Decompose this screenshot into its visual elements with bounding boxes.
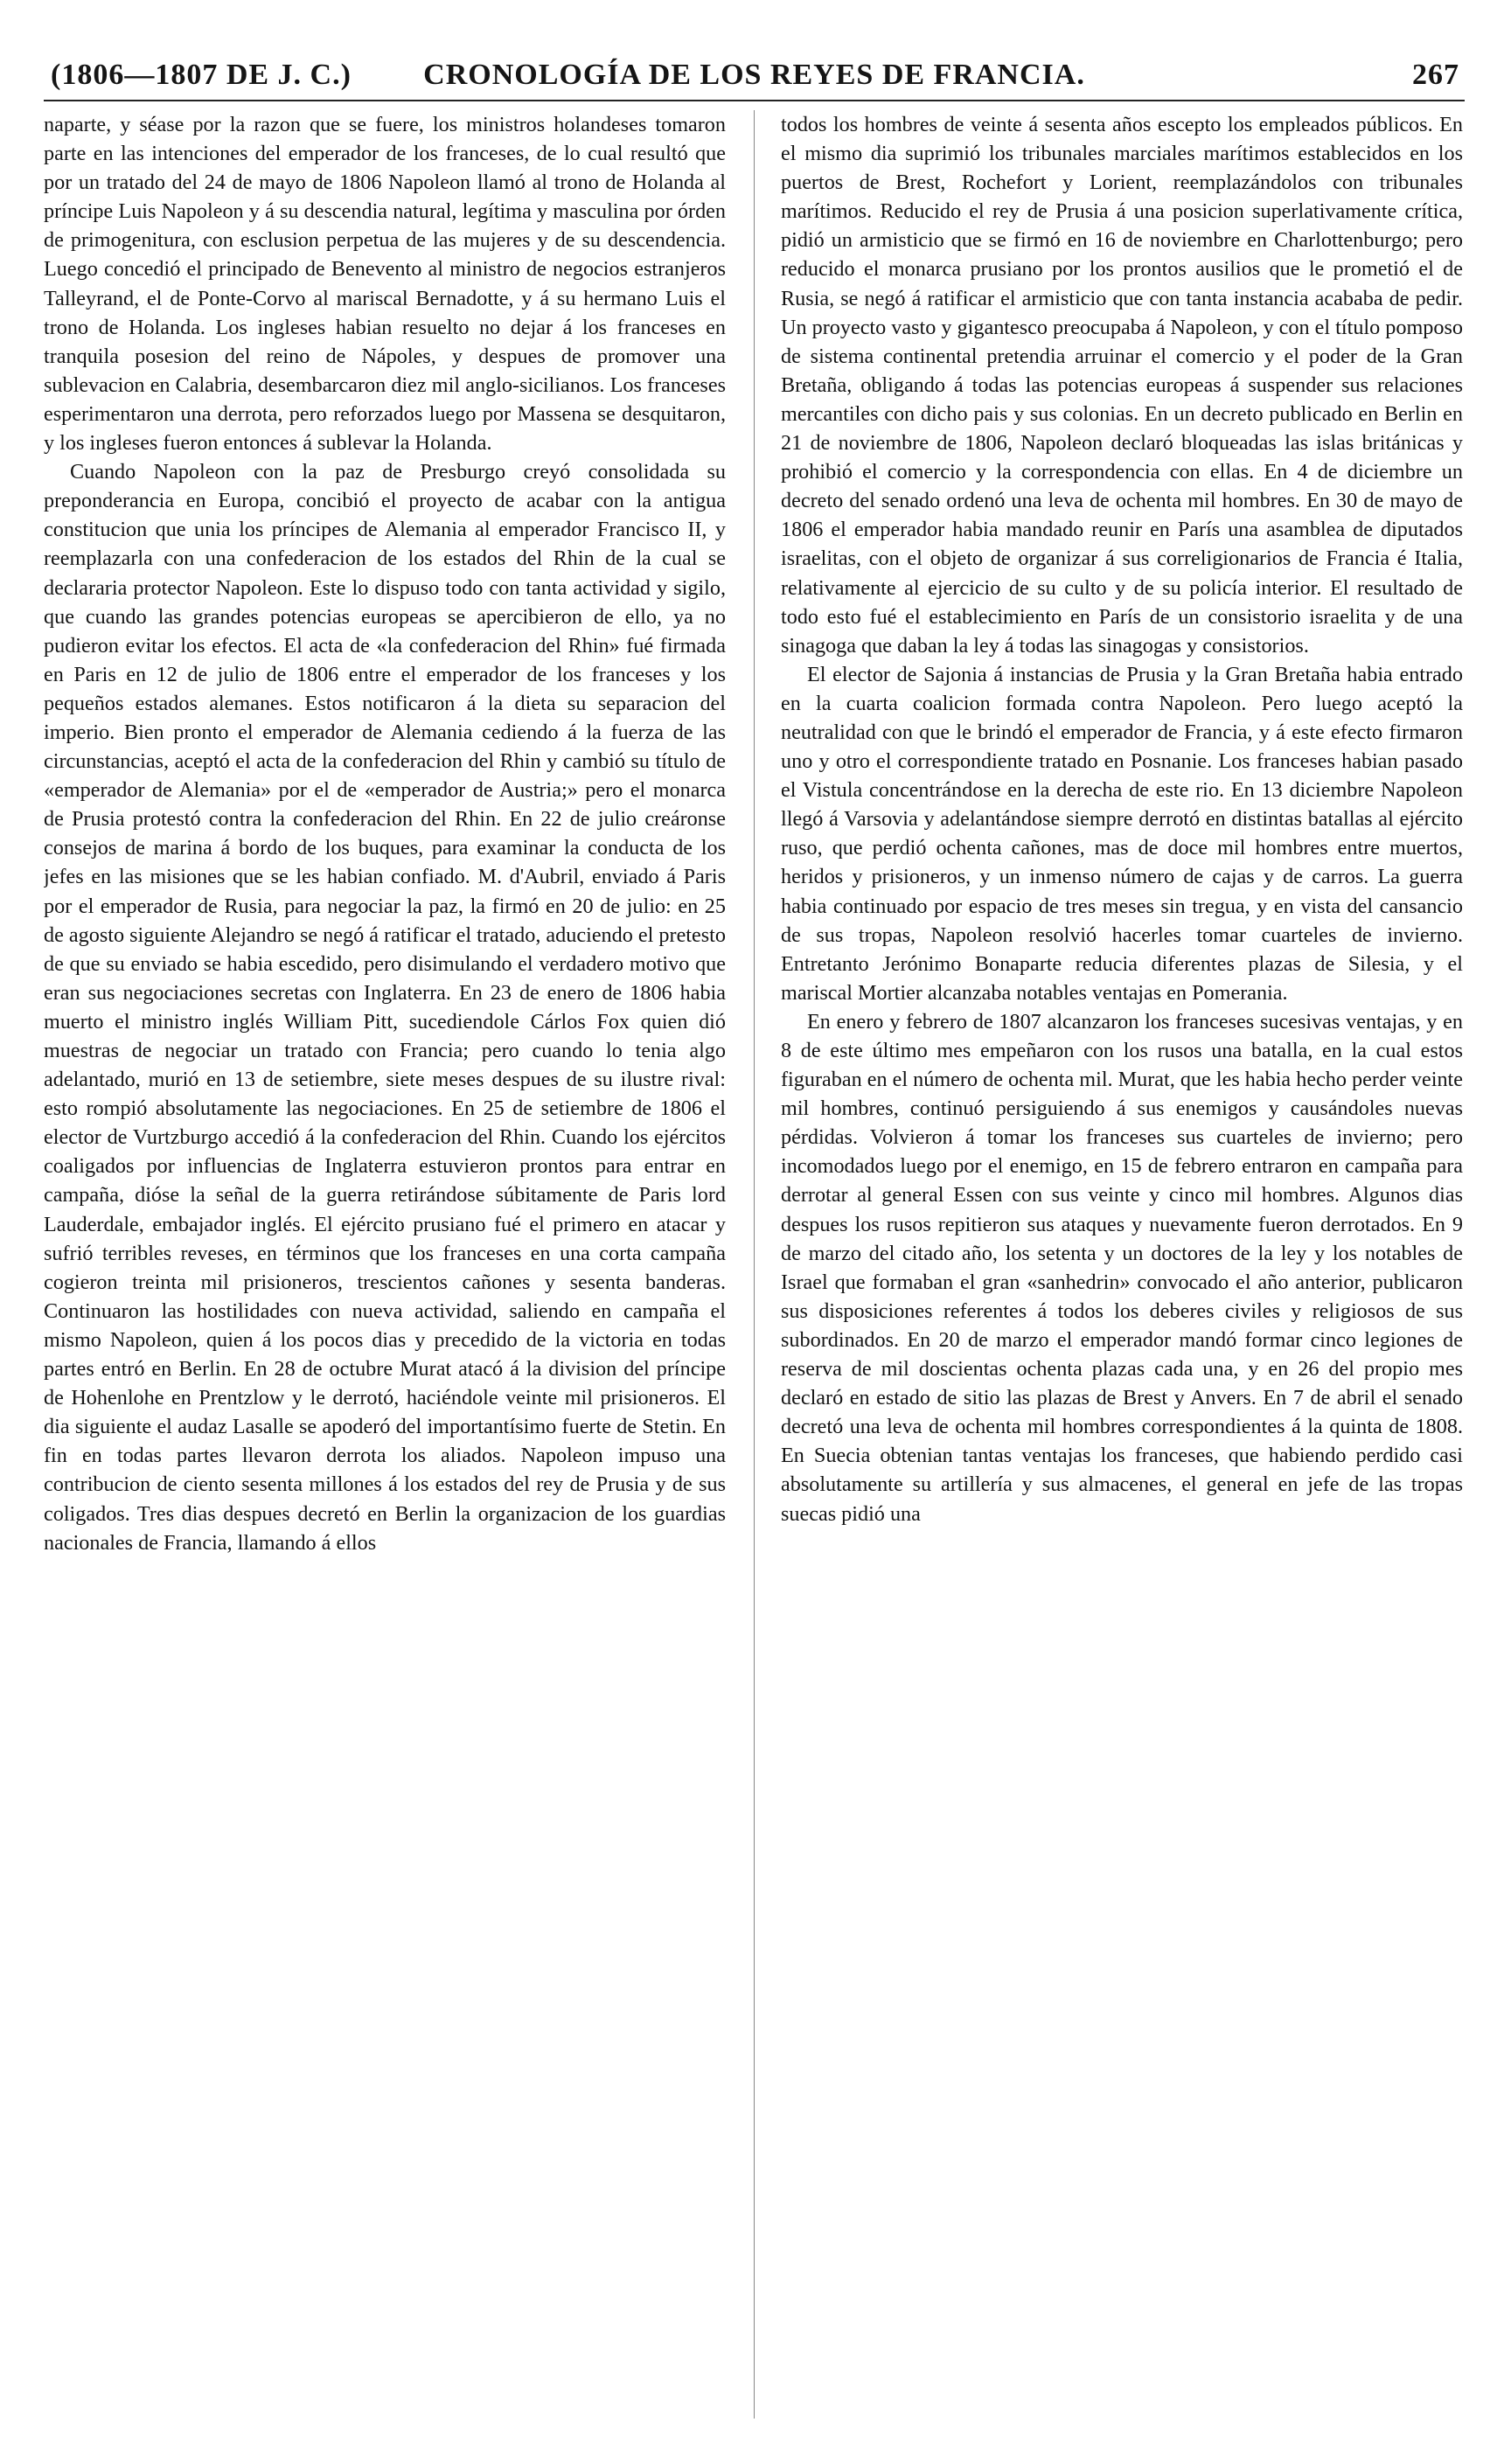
right-column: [781, 110, 1463, 2419]
text-columns: [44, 110, 1465, 2419]
left-column: [44, 110, 726, 2419]
page-number: 267: [1412, 59, 1459, 91]
right-paragraph-3: En enero y febrero de 1807 alcanzaron los franceses sucesivas ventajas, y en 8 de este último mes empeñaron con los rusos una batalla, en la cual estos figuraban en el número de ochenta mil. Murat, que les habia hecho perder veinte mil hombres, continuó persiguiendo á sus enemigos y causándoles nuevas pérdidas. Volvieron á tomar los franceses sus cuarteles de invierno; pero incomodados luego por el enemigo, en 15 de febrero entraron en campaña para derrotar al general Essen con sus veinte y cinco mil hombres. Algunos dias despues los rusos repitieron sus ataques y nuevamente fueron derrotados. En 9 de marzo del citado año, los setenta y un doctores de la ley y los notables de Israel que formaban el gran «sanhedrin» convocado el año anterior, publicaron sus disposiciones referentes á todos los deberes civiles y religiosos de sus subordinados. En 20 de marzo el emperador mandó formar cinco legiones de reserva de mil doscientas ochenta plazas cada una, y en 26 del propio mes declaró en estado de sitio las plazas de Brest y Anvers. En 7 de abril el senado decretó una leva de ochenta mil hombres correspondientes á la quinta de 1808. En Suecia obtenian tantas ventajas los franceses, que habiendo perdido casi absolutamente su artillería y sus almacenes, el general en jefe de las tropas suecas pidió una: [781, 1009, 1463, 1526]
right-paragraph-1: todos los hombres de veinte á sesenta años escepto los empleados públicos. En el mismo dia suprimió los tribunales marciales marítimos establecidos en los puertos de Brest, Rochefort y Lorient, reemplazándolos con tribunales marítimos. Reducido el rey de Prusia á una posicion superlativamente crítica, pidió un armisticio que se firmó en 16 de noviembre en Charlottenburgo; pero reducido el monarca prusiano por los prontos ausilios que le prometió el de Rusia, se negó á ratificar el armisticio que con tanta instancia acababa de pedir. Un proyecto vasto y gigantesco preocupaba á Napoleon, y con el título pomposo de sistema continental pretendia arruinar el comercio y el poder de la Gran Bretaña, obligando á todas las potencias europeas á suspender sus relaciones mercantiles con dicho pais y sus colonias. En un decreto publicado en Berlin en 21 de noviembre de 1806, Napoleon declaró bloqueadas las islas británicas y prohibió el comercio y la correspondencia con ellas. En 4 de diciembre un decreto del senado ordenó una leva de ochenta mil hombres. En 30 de mayo de 1806 el emperador habia mandado reunir en París una asamblea de diputados israelitas, con el objeto de organizar á sus correligionarios de Francia é Italia, relativamente al ejercicio de su culto y de su policía interior. El resultado de todo esto fué el establecimiento en París de un consistorio israelita y de una sinagoga que daban la ley á todas las sinagogas y consistorios.: [781, 113, 1463, 658]
right-paragraph-2: El elector de Sajonia á instancias de Prusia y la Gran Bretaña habia entrado en la cuarta coalicion formada contra Napoleon. Pero luego aceptó la neutralidad con que le brindó el emperador de Francia, y á este efecto firmaron uno y otro el correspondiente tratado en Posnanie. Los franceses habian pasado el Vistula concentrándose en la derecha de este rio. En 13 diciembre Napoleon llegó á Varsovia y adelantándose siempre derrotó en distintas batallas al ejército ruso, que perdió ochenta cañones, mas de doce mil hombres entre muertos, heridos y prisioneros, y un inmenso número de cajas y de carros. La guerra habia continuado por espacio de tres meses sin tregua, y en vista del cansancio de sus tropas, Napoleon resolvió hacerles tomar cuarteles de invierno. Entretanto Jerónimo Bonaparte reducia diferentes plazas de Silesia, y el mariscal Mortier alcanzaba notables ventajas en Pomerania.: [781, 662, 1463, 1005]
document-page: [44, 58, 1465, 2436]
left-paragraph-1: naparte, y séase por la razon que se fuere, los ministros holandeses tomaron parte en las intenciones del emperador de los franceses, de lo cual resultó que por un tratado del 24 de mayo de 1806 Napoleon llamó al trono de Holanda al príncipe Luis Napoleon y á su descendia natural, legítima y masculina por órden de primogenitura, con esclusion perpetua de las mujeres y de su descendencia. Luego concedió el principado de Benevento al ministro de negocios estranjeros Talleyrand, el de Ponte-Corvo al mariscal Bernadotte, y á su hermano Luis el trono de Holanda. Los ingleses habian resuelto no dejar á los franceses en tranquila posesion del reino de Nápoles, y despues de promover una sublevacion en Calabria, desembarcaron diez mil anglo-sicilianos. Los franceses esperimentaron una derrota, pero reforzados luego por Massena se desquitaron, y los ingleses fueron entonces á sublevar la Holanda.: [44, 113, 726, 456]
header-title: CRONOLOGÍA DE LOS REYES DE FRANCIA.: [423, 59, 1085, 91]
left-paragraph-2: Cuando Napoleon con la paz de Presburgo creyó consolidada su preponderancia en Europa, concibió el proyecto de acabar con la antigua constitucion que unia los príncipes de Alemania al emperador Francisco II, y reemplazarla con una confederacion de los estados del Rhin de la cual se declararia protector Napoleon. Este lo dispuso todo con tanta actividad y sigilo, que cuando las grandes potencias europeas se apercibieron de ello, ya no pudieron evitar los efectos. El acta de «la confederacion del Rhin» fué firmada en Paris en 12 de julio de 1806 entre el emperador de los franceses y los pequeños estados alemanes. Estos notificaron á la dieta su separacion del imperio. Bien pronto el emperador de Alemania cediendo á la fuerza de las circunstancias, aceptó el acta de la confederacion del Rhin y cambió su título de «emperador de Alemania» por el de «emperador de Austria;» pero el monarca de Prusia protestó contra la confederacion del Rhin. En 22 de julio creáronse consejos de marina á bordo de los buques, para examinar la conducta de los jefes en las misiones que se les habian confiado. M. d'Aubril, enviado á Paris por el emperador de Rusia, para negociar la paz, la firmó en 20 de julio: en 25 de agosto siguiente Alejandro se negó á ratificar el tratado, aduciendo el pretesto de que su enviado se habia escedido, pero disimulando el verdadero motivo que eran sus negociaciones secretas con Inglaterra. En 23 de enero de 1806 habia muerto el ministro inglés William Pitt, sucediendole Cárlos Fox quien dió muestras de negociar un tratado con Francia; pero cuando lo tenia algo adelantado, murió en 13 de setiembre, siete meses despues de su ilustre rival: esto rompió absolutamente las negociaciones. En 25 de setiembre de 1806 el elector de Vurtzburgo accedió á la confederacion del Rhin. Cuando los ejércitos coaligados por influencias de Inglaterra estuvieron prontos para entrar en campaña, dióse la señal de la guerra retirándose súbitamente de Paris lord Lauderdale, embajador inglés. El ejército prusiano fué el primero en atacar y sufrió terribles reveses, en términos que los franceses en una corta campaña cogieron treinta mil prisioneros, trescientos cañones y sesenta banderas. Continuaron las hostilidades con nueva actividad, saliendo en campaña el mismo Napoleon, quien á los pocos dias y precedido de la victoria en todas partes entró en Berlin. En 28 de octubre Murat atacó á la division del príncipe de Hohenlohe en Prentzlow y le derrotó, haciéndole veinte mil prisioneros. El dia siguiente el audaz Lasalle se apoderó del importantísimo fuerte de Stetin. En fin en todas partes llevaron derrota los aliados. Napoleon impuso una contribucion de ciento sesenta millones á los estados del rey de Prusia y de sus coligados. Tres dias despues decretó en Berlin la organizacion de los guardias nacionales de Francia, llamando á ellos: [44, 460, 726, 1555]
page-header: [44, 58, 1465, 101]
column-divider: [754, 110, 755, 2419]
header-date-range: (1806—1807 DE J. C.): [51, 59, 352, 91]
